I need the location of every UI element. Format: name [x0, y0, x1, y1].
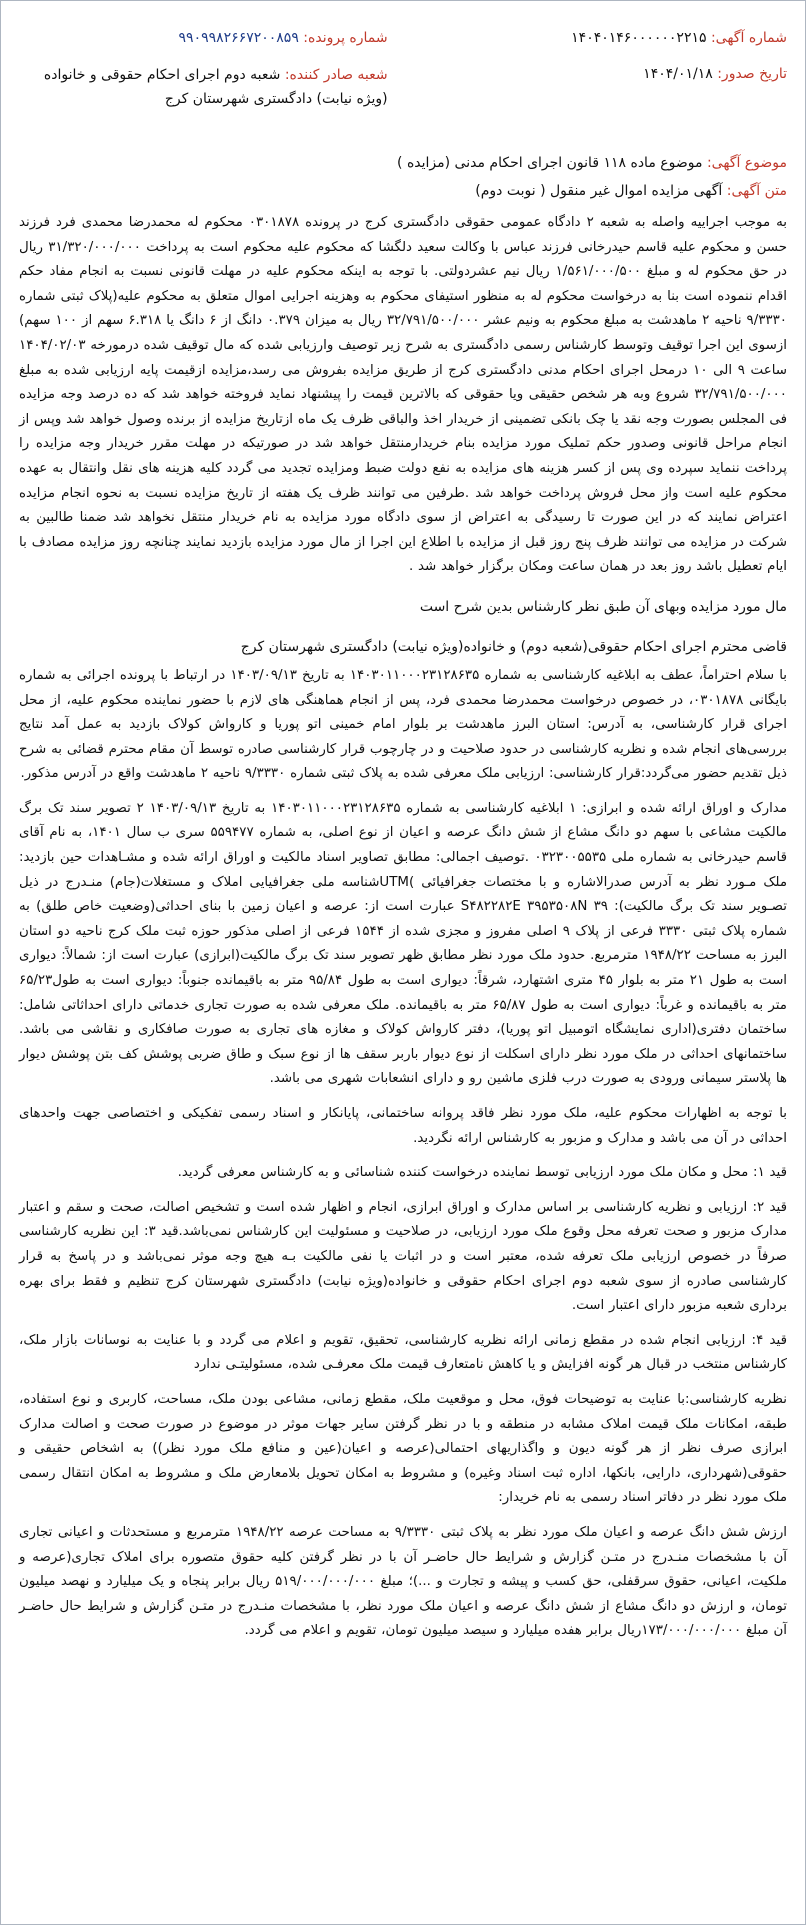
- addressee: قاضی محترم اجرای احکام حقوقی(شعبه دوم) و خانواده(ویژه نیابت) دادگستری شهرستان کرج: [240, 638, 787, 655]
- paragraph-valuation: ارزش شش دانگ عرصه و اعیان ملک مورد نظر به پلاک ثبتی ۹/۳۳۳۰ به مساحت عرصه ۱۹۴۸/۲۲ مترمربع و مستحدثات و اعیانی تجاری آن با مشخصات منـدرج در متـن گزارش و شرایط حال حاضـر آن با در نظر گرفتن کلیه حقوق متصوره برای املاک تجاری(عرصه و ملکیت، اعیانی، حقوق سرقفلی، حق کسب و پیشه و تجارت و ...)؛ مبلغ ۵۱۹/۰۰۰/۰۰۰/۰۰۰ ریال برابر پنجاه و یک میلیارد و نهصد میلیون تومان، و ارزش دو دانگ مشاع از شش دانگ عرصه و اعیان ملک مورد نظر، با مشخصات منـدرج در متـن گزارش و شرایط حال حاضـر آن مبلغ ۱۷۳/۰۰۰/۰۰۰/۰۰۰ریال برابر هفده میلیارد و سیصد میلیون تومان، تقویم و اعلام می گردد.: [19, 1524, 788, 1639]
- header-right-column: [418, 27, 787, 99]
- issuer: [19, 63, 388, 111]
- case-number: [19, 27, 388, 49]
- issue-date: [418, 63, 787, 85]
- text-label: متن آگهی:: [726, 183, 787, 199]
- paragraph-greeting: با سلام احتراماً، عطف به ابلاغیه کارشناسی به شماره ۱۴۰۳۰۱۱۰۰۰۲۳۱۲۸۶۳۵ به تاریخ ۱۴۰۳/۰۹/۱۳ در ارتباط با پرونده اجرائی به شماره بایگانی ۰۳۰۱۸۷۸، در خصوص درخواست محمدرضا محمدی فرد، پس از انجام هماهنگی های لازم با حضور نماینده محکوم علیه، از محل اجرای قرار کارشناسی، به آدرس: استان البرز ماهدشت بر بلوار امام خمینی اتو پوریا و کارواش کولاک بازدید به عمل آمد نتایج بررسی‌های انجام شده و نظریه کارشناسی در حدود صلاحیت و در چارچوب قرار کارشناسی صادره توسط آن مقام محترم قضائی به شرح ذیل تقدیم حضور می‌گردد:قرار کارشناسی: ارزیابی ملک معرفی شده به پلاک ثبتی شماره ۹/۳۳۳۰ ناحیه ۲ ماهدشت واقع در آدرس مذکور.: [19, 667, 787, 782]
- paragraph-execution-order: به موجب اجراییه واصله به شعبه ۲ دادگاه عمومی حقوقی دادگستری کرج در پرونده ۰۳۰۱۸۷۸ محکوم له محمدرضا محمدی فرد فرزند حسن و محکوم علیه قاسم حیدرخانی فرزند عباس با وکالت سعید دلگشا که محکوم علیه محکوم است به پرداخت ۳۱/۳۲۰/۰۰۰/۰۰۰ ریال در حق محکوم له و مبلغ ۱/۵۶۱/۰۰۰/۵۰۰ ریال نیم عشردولتی. با توجه به اینکه محکوم علیه در مهلت قانونی نسبت به انجام مفاد حکم اقدام ننموده است بنا به درخواست محکوم له به منظور استیفای محکوم به وهزینه اجرایی اموال متعلق به محکوم علیه(پلاک ثبتی شماره ۹/۳۳۳۰ ناحیه ۲ ماهدشت به مبلغ محکوم به ونیم عشر ۳۲/۷۹۱/۵۰۰/۰۰۰ ریال به میزان ۰.۳۷۹ دانگ از ۶ دانگ یا ۶.۳۱۸ سهم از ۱۰۰ سهم) ازسوی این اجرا توقیف وتوسط کارشناس رسمی دادگستری به شرح زیر توصیف وارزیابی شده که مال توقیف شده درمورخه ۱۴۰۴/۰۲/۰۳ ساعت ۹ الی ۱۰ درمحل اجرای احکام مدنی دادگستری کرج از طریق مزایده بفروش می رسد،مزایده ازقیمت پایه ارزیابی شده به مبلغ ۳۲/۷۹۱/۵۰۰/۰۰۰ شروع وبه هر شخص حقیقی ویا حقوقی که بالاترین قیمت را پیشنهاد نماید فروخته خواهد شد که ده درصد وجه مزایده فی المجلس بصورت وجه نقد یا چک بانکی تضمینی از خریدار اخذ والباقی ظرف یک ماه ازتاریخ مزایده از برنده وصول خواهد شد وپس از انجام مراحل قانونی وصدور حکم تملیک مورد مزایده بنام خریدارمنتقل خواهد شد در صورتیکه در مهلت مقرر خریدار وجه مزایده را پرداخت ننماید سپرده وی پس از کسر هزینه های مزایده به نفع دولت ضبط ومزایده تجدید می گردد کلیه هزینه های نقل وانتقال به عهده محکوم علیه است واز محل فروش پرداخت خواهد شد .طرفین می توانند ظرف یک هفته از تاریخ مزایده نسبت به نحوه انجام مزایده اعتراض نمایند که در این صورت تا رسیدگی به اعتراض از سوی دادگاه مورد مزایده به نام خریدار منتقل نخواهد شد ضمنا طالبین به شرکت در مزایده می توانند ظرف پنج روز قبل از مزایده با اطلاع این اجرا از مال مورد مزایده بازدید نمایند چنانچه روز مزایده مصادف با ایام تعطیل باشد روز بعد در همان ساعت ومکان برگزار خواهد شد .: [19, 215, 787, 575]
- notice-subject: [19, 151, 787, 175]
- notice-number-label: شماره آگهی:: [710, 30, 787, 46]
- issuer-label: شعبه صادر کننده:: [284, 67, 388, 83]
- case-number-value: ۹۹۰۹۹۸۲۶۶۷۲۰۰۸۵۹: [178, 30, 299, 46]
- issue-date-label: تاریخ صدور:: [717, 66, 787, 82]
- text-title: آگهی مزایده اموال غیر منقول ( نوبت دوم): [475, 183, 723, 199]
- notice-number-value: ۱۴۰۴۰۱۴۶۰۰۰۰۰۰۲۲۱۵: [571, 30, 707, 46]
- paragraph-expert-opinion: نظریه کارشناسی:با عنایت به توضیحات فوق، محل و موقعیت ملک، مقطع زمانی، مشاعی بودن ملک، مساحت، کاربری و نوع استفاده، طبقه، امکانات ملک قیمت املاک مشابه در منطقه و با در نظر گرفتن سایر جهات موثر در موضوع در صورت صحت و اصالت مدارک ابرازی صرف نظر از هر گونه دیون و واگذاریهای احتمالی(عرصه و اعیان(عین و منافع ملک مورد نظر)) به اشخاص حقیقی و حقوقی(شهرداری، دارایی، بانکها، اداره ثبت اسناد وغیره) و مشروط به امکان تحویل بلامعارض ملک و مشروط به امکان انتقال رسمی ملک مورد نظر در دفاتر اسناد رسمی به نام خریدار:: [19, 1391, 787, 1506]
- notice-number: [418, 27, 787, 49]
- notice-text-heading: [19, 179, 787, 203]
- issuer-value: شعبه دوم اجرای احکام حقوقی و خانواده (ویژه نیابت) دادگستری شهرستان کرج: [43, 67, 388, 107]
- notice-header: [19, 27, 787, 125]
- subject-label: موضوع آگهی:: [706, 155, 787, 171]
- paragraph-note-2-3: قید ۲: ارزیابی و نظریه کارشناسی بر اساس مدارک و اوراق ابرازی، انجام و اظهار شده است و تشخیص اصالت، صحت و سقم و اعتبار مدارک مزبور و صحت تعرفه محل وقوع ملک مورد ارزیابی، در صلاحیت و مسئولیت این کارشناس نمی‌باشد.قید ۳: این نظریه کارشناسی صرفاً در خصوص ارزیابی ملک تعرفه شده، معتبر است و در اثبات یا نفی مالکیت بـه هیچ وجه موثر نمی‌باشد و در پاسخ به قرار کارشناسی صادره از سوی شعبه دوم اجرای احکام حقوقی و خانواده(ویژه نیابت) دادگستری شهرستان کرج تنظیم و فقط برای بهره برداری شعبه مزبور دارای اعتبار است.: [19, 1199, 788, 1314]
- paragraph-note-4: قید ۴: ارزیابی انجام شده در مقطع زمانی ارائه نظریه کارشناسی، تحقیق، تقویم و اعلام می گردد و با عنایت به نوسانات بازار ملک، کارشناس منتخب در قبال هر گونه افزایش و یا کاهش نامتعارف قیمت ملک معرفـی شده، مسئولیتـی ندارد: [19, 1332, 788, 1373]
- case-number-label: شماره پرونده:: [303, 30, 388, 46]
- subject-value: موضوع ماده ۱۱۸ قانون اجرای احکام مدنی (مزایده ): [397, 155, 703, 171]
- section-title: مال مورد مزایده وبهای آن طبق نظر کارشناس بدین شرح است: [419, 598, 787, 615]
- paragraph-note-1: قید ۱: محل و مکان ملک مورد ارزیابی توسط نماینده درخواست کننده شناسائی و به کارشناس معرفی گردید.: [177, 1165, 787, 1181]
- paragraph-permits: با توجه به اظهارات محکوم علیه، ملک مورد نظر فاقد پروانه ساختمانی، پایانکار و اسناد رسمی تفکیکی و اختصاصی جهت واحدهای احداثی در آن می باشد و مدارک و مزبور به کارشناس ارائه نگردید.: [19, 1106, 787, 1146]
- issue-date-value: ۱۴۰۴/۰۱/۱۸: [643, 66, 713, 82]
- paragraph-documents: مدارک و اوراق ارائه شده و ابرازی: ۱ ابلاغیه کارشناسی به شماره ۱۴۰۳۰۱۱۰۰۰۲۳۱۲۸۶۳۵ به تاریخ ۱۴۰۳/۰۹/۱۳ ۲ تصویر سند تک برگ مالکیت مشاعی با سهم دو دانگ مشاع از شش دانگ عرصه و اعیان از نوع اصلی، به شماره ۵۵۹۴۷۷ سری ب سال ۱۴۰۱، به نام آقای قاسم حیدرخانی به شماره ملی ۰۳۲۳۰۰۵۵۳۵ .توصیف اجمالی: مطابق تصاویر اسناد مالکیت و اوراق ارائه شده و مشـاهدات حین بازدید: ملک مـورد نظر به آدرس صدرالاشاره و با مختصات جغرافیائی )UTMشناسه ملی جغرافیایی املاک و مستغلات(جام) منـدرج در ذیل تصـویر سند تک برگ مالکیت): ۳۹ S۴۸۲۲۸۲E ۳۹۵۳۵۰۸N عبارت است از: عرصه و اعیان زمین با بنای احداثی(وضعیت خاص طلق) به شماره پلاک ثبتی ۳۳۳۰ فرعی از پلاک ۹ اصلی مفروز و مجزی شده از ۱۵۴۴ فرعی از اصلی مذکور حوزه ثبت ملک کرج ناحیه دو استان البرز به مساحت ۱۹۴۸/۲۲ مترمربع. حدود ملک مورد نظر مطابق ظهر تصویر سند تک برگ مالکیت(ابرازی) عبارت است از: شمالاً: دیواری است به طول ۲۱ متر به بلوار ۴۵ متری اشتهارد، شرقاً: دیواری است به طول ۹۵/۸۴ متر به باقیمانده جنوباً: دیواری است به طول۶۵/۲۳ متر به باقیمانده و غرباً: دیواری است به طول ۶۵/۸۷ متر به باقیمانده. ملک معرفی شده به صورت تجاری خدماتی دارای احداثاتی شامل: ساختمان دفتری(اداری نمایشگاه اتومبیل اتو پوریا)، دفتر کارواش کولاک و مغازه های تجاری به صورت صافکاری و نقاشی می باشد. ساختمانهای احداثی در ملک مورد نظر دارای اسکلت از نوع دیوار باربر سقف ها از نوع سبک و طاق ضربی پوشش کف بتن پوشش دیوار ها پلاستر سیمانی ورودی به صورت درب فلزی ماشین رو و دارای انشعابات شهری می باشد.: [19, 800, 788, 1087]
- header-left-column: [19, 27, 388, 125]
